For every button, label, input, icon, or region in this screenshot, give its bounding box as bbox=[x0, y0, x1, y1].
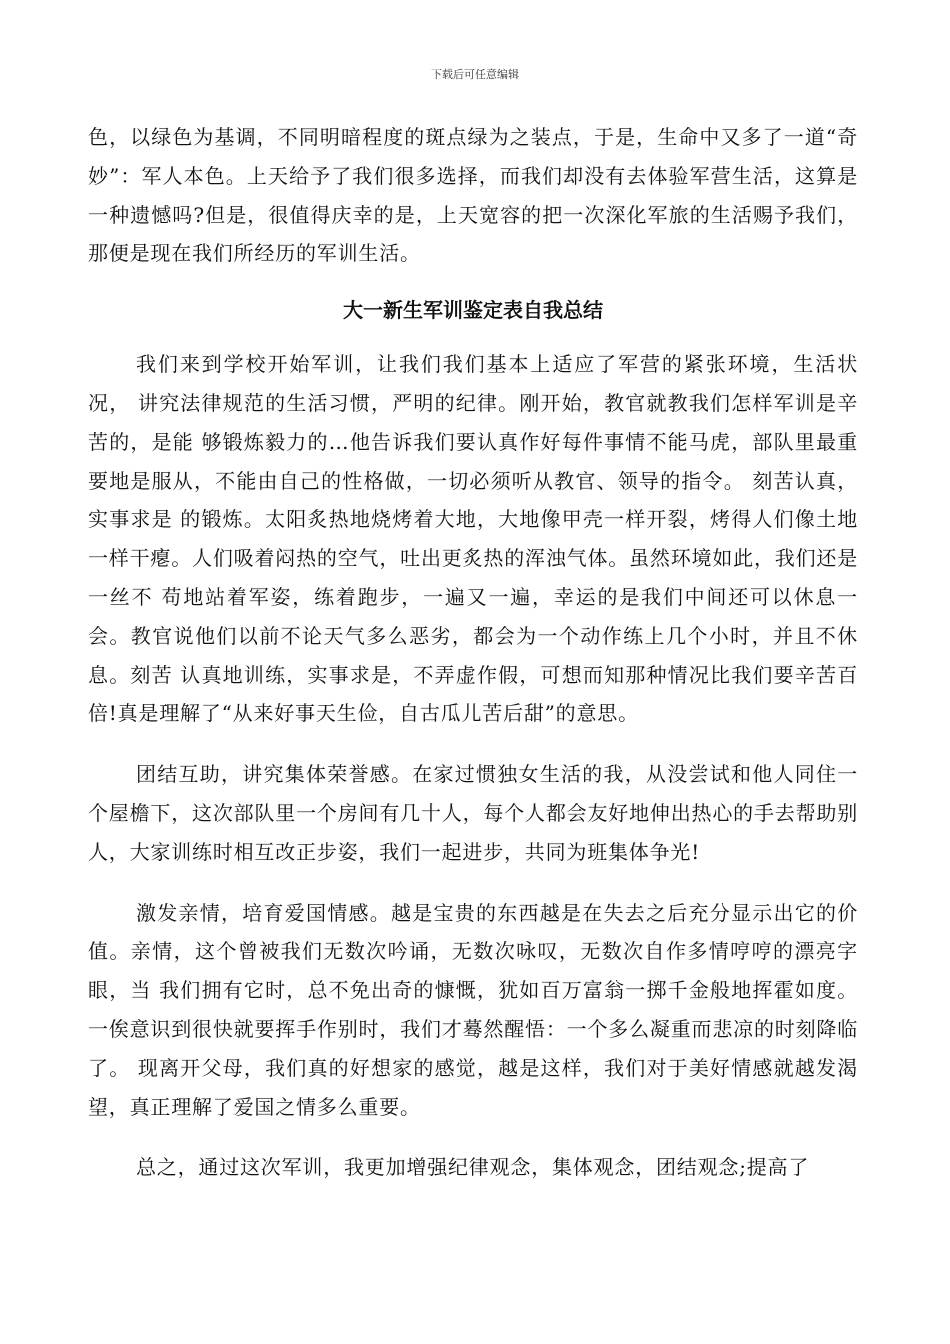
section-title: 大一新生军训鉴定表自我总结 bbox=[343, 298, 603, 323]
paragraph-teamwork: 团结互助，讲究集体荣誉感。在家过惯独女生活的我，从没尝试和他人同住一个屋檐下，这次部队里一个房间有几十人，每个人都会友好地伸出热心的手去帮助别人，大家训练时相互改正步姿，我们一起进步，共同为班集体争光! bbox=[88, 762, 858, 864]
paragraph-conclusion: 总之，通过这次军训，我更加增强纪律观念，集体观念，团结观念;提高了 bbox=[136, 1155, 810, 1180]
paragraph-family: 激发亲情，培育爱国情感。越是宝贵的东西越是在失去之后充分显示出它的价值。亲情，这个曾被我们无数次吟诵，无数次咏叹，无数次自作多情哼哼的漂亮字眼，当 我们拥有它时，总不免出奇的慷慨，犹如百万富翁一掷千金般地挥霍如度。一俟意识到很快就要挥手作别时，我们才蓦然醒悟：一个多么凝重而悲凉的时刻降临了。 现离开父母，我们真的好想家的感觉，越是这样，我们对于美好情感就越发渴望，真正理解了爱国之情多么重要。 bbox=[88, 900, 858, 1119]
intro-paragraph: 色，以绿色为基调，不同明暗程度的斑点绿为之装点，于是，生命中又多了一道“奇妙”：军人本色。上天给予了我们很多选择，而我们却没有去体验军营生活，这算是一种遗憾吗?但是，很值得庆幸的是，上天宽容的把一次深化军旅的生活赐予我们，那便是现在我们所经历的军训生活。 bbox=[88, 125, 858, 266]
page-header: 下载后可任意编辑 bbox=[431, 68, 519, 81]
document-body bbox=[88, 118, 858, 1187]
paragraph-training: 我们来到学校开始军训，让我们我们基本上适应了军营的紧张环境，生活状况， 讲究法律规范的生活习惯，严明的纪律。刚开始，教官就教我们怎样军训是辛苦的，是能 够锻炼毅力的…他告诉我们要认真作好每件事情不能马虎，部队里最重要地是服从，不能由自己的性格做，一切必须听从教官、领导的指令。 刻苦认真，实事求是 的锻炼。太阳炙热地烧烤着大地，大地像甲壳一样开裂，烤得人们像土地一样干瘪。人们吸着闷热的空气，吐出更炙热的浑浊气体。虽然环境如此，我们还是一丝不 苟地站着军姿，练着跑步，一遍又一遍，幸运的是我们中间还可以休息一会。教官说他们以前不论天气多么恶劣，都会为一个动作练上几个小时，并且不休息。刻苦 认真地训练，实事求是，不弄虚作假，可想而知那种情况比我们要辛苦百倍!真是理解了“从来好事天生俭，自古瓜儿苦后甜”的意思。 bbox=[88, 352, 858, 726]
